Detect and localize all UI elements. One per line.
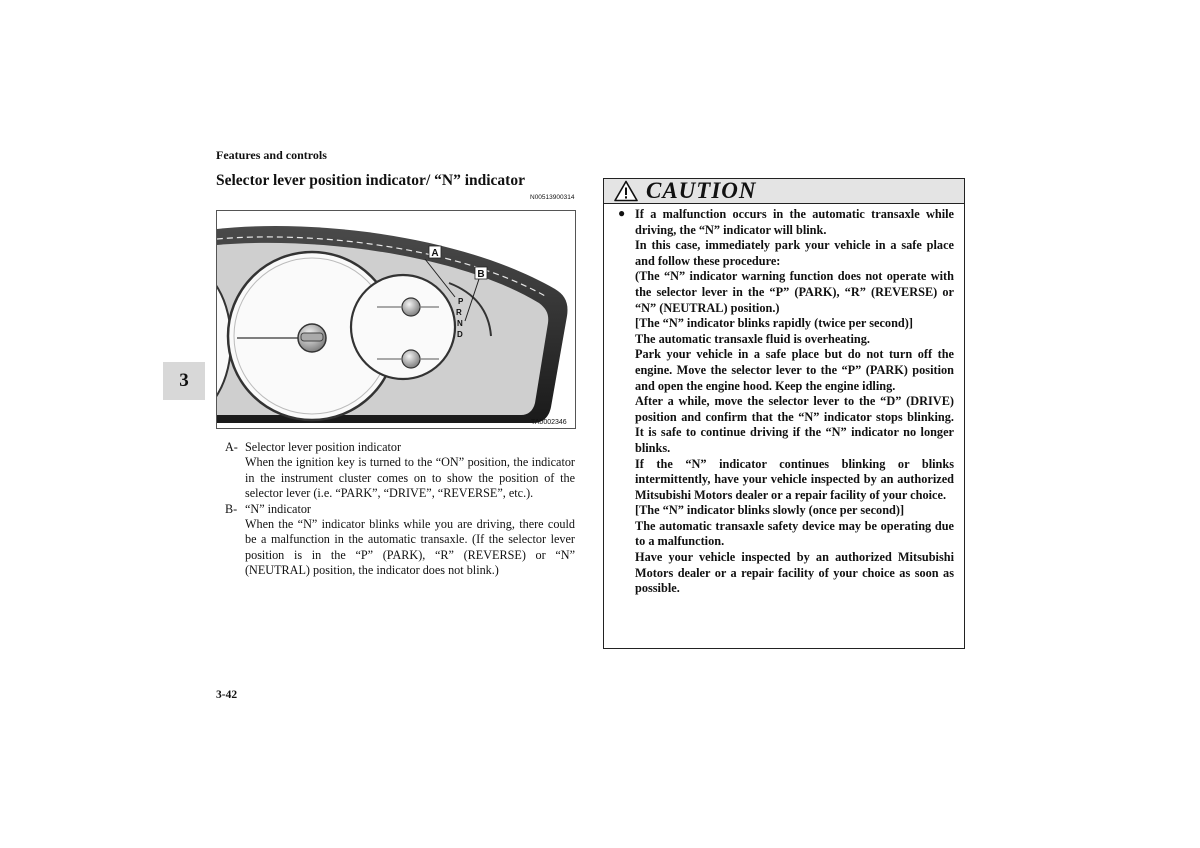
warning-triangle-icon — [614, 180, 638, 202]
gear-letter-p: P — [458, 297, 464, 306]
caution-paragraph: After a while, move the selector lever to the “D” (DRIVE) position and confirm that the “N” indicator stops blinking. It is safe to continue driving if the “N” indicator no longer blinks. — [635, 394, 954, 455]
caution-title: CAUTION — [646, 178, 757, 203]
caution-paragraph: (The “N” indicator warning function does not operate with the selector lever in the “P” (PARK), “R” (REVERSE) or “N” (NEUTRAL) position.) — [635, 269, 954, 315]
section-header: Features and controls — [216, 148, 327, 162]
legend-description: When the “N” indicator blinks while you are driving, there could be a malfunction in the automatic transaxle. (If the selector lever position is in the “P” (PARK), “R” (REVERSE) or “N” (NEUTRAL) position, the indicator does not blink.) — [245, 517, 575, 578]
gear-letter-n: N — [457, 319, 463, 328]
caution-paragraph: [The “N” indicator blinks slowly (once per second)] — [635, 503, 905, 518]
page-number: 3-42 — [216, 689, 238, 701]
page-title: Selector lever position indicator/ “N” indicator — [216, 172, 525, 189]
bullet-icon: ● — [618, 206, 626, 220]
legend-item-b — [225, 502, 575, 579]
legend-key: A- — [225, 440, 238, 454]
callout-a: A — [431, 248, 439, 259]
legend-key: B- — [225, 501, 238, 516]
legend-label: “N” indicator — [245, 501, 311, 516]
instrument-cluster-figure — [216, 210, 576, 429]
caution-paragraph: In this case, immediately park your vehicle in a safe place and follow these procedure: — [635, 238, 954, 268]
legend-description: When the ignition key is turned to the “ON” position, the indicator in the instrument cluster comes on to show the position of the selector lever (i.e. “PARK”, “DRIVE”, “REVERSE”, etc.). — [245, 455, 575, 501]
chapter-tab: 3 — [163, 362, 205, 400]
gear-letter-d: D — [457, 330, 463, 339]
caution-body — [604, 204, 964, 597]
figure-legend — [225, 440, 575, 579]
caution-header — [604, 179, 964, 204]
figure-code: TA0002346 — [531, 419, 567, 426]
gear-letter-r: R — [456, 308, 462, 317]
instrument-cluster-illustration — [217, 211, 575, 428]
callout-b: B — [477, 269, 485, 280]
caution-paragraph: The automatic transaxle fluid is overheating. — [635, 331, 870, 346]
caution-paragraph: Park your vehicle in a safe place but do not turn off the engine. Move the selector lever to the “P” (PARK) position and open the engine hood. Keep the engine idling. — [635, 347, 954, 393]
reference-code: N00513900314 — [530, 194, 575, 201]
caution-paragraph: If a malfunction occurs in the automatic transaxle while driving, the “N” indicator will blink. — [635, 207, 954, 237]
legend-item-a — [225, 440, 575, 502]
caution-paragraph: The automatic transaxle safety device may be operating due to a malfunction. — [635, 518, 954, 549]
caution-paragraph: Have your vehicle inspected by an authorized Mitsubishi Motors dealer or a repair facility of your choice as soon as possible. — [635, 550, 954, 596]
caution-paragraph: [The “N” indicator blinks rapidly (twice per second)] — [635, 316, 913, 331]
caution-paragraph: If the “N” indicator continues blinking or blinks intermittently, have your vehicle inspected by an authorized Mitsubishi Motors dealer or a repair facility of your choice. — [635, 456, 954, 502]
legend-label: Selector lever position indicator — [245, 440, 402, 454]
caution-box — [603, 178, 965, 649]
